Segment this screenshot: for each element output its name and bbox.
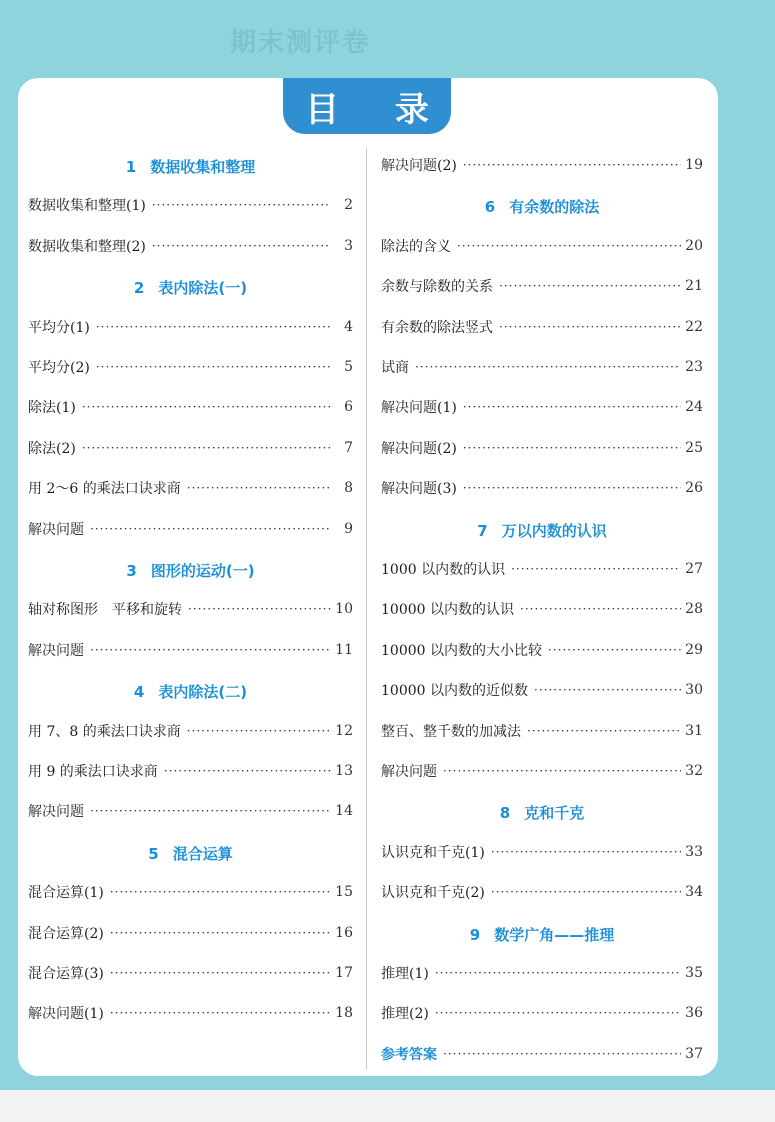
answer-key-entry[interactable]: [381, 1043, 703, 1065]
dot-leader: [499, 316, 681, 338]
dot-leader: [82, 437, 331, 459]
page-number: 14: [335, 803, 353, 819]
toc-entry[interactable]: [381, 396, 703, 418]
toc-entry[interactable]: [381, 316, 703, 338]
dot-leader: [96, 356, 331, 378]
page-title: 目 录: [283, 78, 451, 134]
dot-leader: [110, 881, 331, 903]
toc-entry[interactable]: [381, 881, 703, 903]
section-heading: [28, 843, 353, 864]
section-number: 2: [133, 279, 145, 297]
bottom-strip: [0, 1090, 775, 1122]
toc-entry[interactable]: [28, 800, 353, 822]
toc-entry[interactable]: [381, 679, 703, 701]
dot-leader: [110, 1002, 331, 1024]
page-number: 23: [685, 359, 703, 375]
toc-entry[interactable]: [381, 558, 703, 580]
toc-entry[interactable]: [28, 356, 353, 378]
toc-entry[interactable]: [28, 396, 353, 418]
entry-label: 试商: [381, 360, 409, 376]
section-title: 混合运算: [172, 845, 233, 863]
dot-leader: [463, 477, 681, 499]
entry-label: 用 7、8 的乘法口诀求商: [28, 724, 181, 740]
section-title: 数据收集和整理: [150, 158, 256, 176]
dot-leader: [548, 639, 681, 661]
entry-label: 除法的含义: [381, 239, 451, 255]
toc-entry[interactable]: [28, 720, 353, 742]
dot-leader: [187, 477, 331, 499]
entry-label: 10000 以内数的大小比较: [381, 643, 542, 659]
page-number: 19: [685, 157, 703, 173]
section-number: 4: [133, 683, 145, 701]
entry-label: 参考答案: [381, 1047, 437, 1063]
page-number: 26: [685, 480, 703, 496]
section-heading: [28, 156, 353, 177]
toc-entry[interactable]: [28, 194, 353, 216]
toc-entry[interactable]: [28, 316, 353, 338]
dot-leader: [511, 558, 681, 580]
entry-label: 用 9 的乘法口诀求商: [28, 764, 158, 780]
entry-label: 解决问题: [381, 764, 437, 780]
page-number: 17: [335, 965, 353, 981]
right-column: [381, 148, 703, 1078]
entry-label: 解决问题(1): [28, 1006, 104, 1022]
page-number: 2: [344, 197, 353, 213]
dot-leader: [90, 639, 331, 661]
section-heading: [381, 520, 703, 541]
page-number: 12: [335, 723, 353, 739]
page-number: 31: [685, 723, 703, 739]
dot-leader: [463, 154, 681, 176]
page-number: 30: [685, 682, 703, 698]
section-number: 1: [125, 158, 137, 176]
dot-leader: [164, 760, 331, 782]
section-number: 6: [484, 198, 496, 216]
page-number: 10: [335, 601, 353, 617]
dot-leader: [188, 598, 331, 620]
page-number: 15: [335, 884, 353, 900]
left-column: [28, 148, 353, 1078]
toc-entry[interactable]: [381, 1002, 703, 1024]
entry-label: 解决问题(2): [381, 441, 457, 457]
page-number: 37: [685, 1046, 703, 1062]
dot-leader: [435, 962, 681, 984]
dot-leader: [520, 598, 681, 620]
dot-leader: [443, 1043, 681, 1065]
section-heading: [28, 277, 353, 298]
entry-label: 推理(1): [381, 966, 429, 982]
toc-entry[interactable]: [28, 639, 353, 661]
entry-label: 解决问题: [28, 522, 84, 538]
page-number: 20: [685, 238, 703, 254]
toc-entry[interactable]: [28, 760, 353, 782]
dot-leader: [534, 679, 681, 701]
entry-label: 解决问题(2): [381, 158, 457, 174]
dot-leader: [527, 720, 681, 742]
page-number: 22: [685, 319, 703, 335]
entry-label: 整百、整千数的加减法: [381, 724, 521, 740]
page-number: 33: [685, 844, 703, 860]
dot-leader: [90, 518, 331, 540]
toc-entry[interactable]: [28, 881, 353, 903]
page-number: 21: [685, 278, 703, 294]
entry-label: 混合运算(2): [28, 926, 104, 942]
dot-leader: [187, 720, 331, 742]
entry-label: 认识克和千克(2): [381, 885, 485, 901]
section-title: 有余数的除法: [509, 198, 600, 216]
dot-leader: [415, 356, 681, 378]
top-bar: [0, 0, 775, 78]
page-number: 11: [335, 642, 353, 658]
page-number: 25: [685, 440, 703, 456]
page-number: 9: [344, 521, 353, 537]
page-number: 29: [685, 642, 703, 658]
entry-label: 解决问题(1): [381, 400, 457, 416]
page-number: 32: [685, 763, 703, 779]
entry-label: 1000 以内数的认识: [381, 562, 506, 578]
toc-entry[interactable]: [28, 922, 353, 944]
dot-leader: [152, 235, 331, 257]
dot-leader: [457, 235, 681, 257]
column-divider: [366, 148, 367, 1070]
entry-label: 轴对称图形 平移和旋转: [28, 602, 182, 618]
toc-entry[interactable]: [381, 962, 703, 984]
page-number: 5: [344, 359, 353, 375]
dot-leader: [435, 1002, 681, 1024]
faint-header-title: 期末测评卷: [230, 28, 371, 58]
entry-label: 10000 以内数的认识: [381, 602, 514, 618]
dot-leader: [82, 396, 331, 418]
toc-entry[interactable]: [28, 962, 353, 984]
page-number: 8: [344, 480, 353, 496]
section-title: 克和千克: [524, 804, 585, 822]
dot-leader: [463, 437, 681, 459]
page-number: 27: [685, 561, 703, 577]
section-number: 9: [469, 926, 481, 944]
section-title: 万以内数的认识: [501, 522, 607, 540]
entry-label: 余数与除数的关系: [381, 279, 493, 295]
toc-entry[interactable]: [381, 598, 703, 620]
entry-label: 除法(1): [28, 400, 76, 416]
toc-entry[interactable]: [381, 841, 703, 863]
entry-label: 解决问题: [28, 643, 84, 659]
section-title: 数学广角——推理: [494, 926, 615, 944]
dot-leader: [110, 962, 331, 984]
page-number: 16: [335, 925, 353, 941]
section-number: 5: [148, 845, 159, 863]
section-heading: [381, 924, 703, 945]
toc-entry[interactable]: [28, 235, 353, 257]
entry-label: 认识克和千克(1): [381, 845, 485, 861]
section-number: 3: [126, 562, 137, 580]
toc-entry[interactable]: [381, 437, 703, 459]
entry-label: 有余数的除法竖式: [381, 320, 493, 336]
toc-entry[interactable]: [28, 1002, 353, 1024]
page-number: 36: [685, 1005, 703, 1021]
dot-leader: [491, 881, 681, 903]
toc-entry[interactable]: [381, 720, 703, 742]
entry-label: 10000 以内数的近似数: [381, 683, 528, 699]
toc-entry[interactable]: [381, 760, 703, 782]
page-number: 18: [335, 1005, 353, 1021]
section-number: 8: [499, 804, 511, 822]
section-number: 7: [477, 522, 488, 540]
entry-label: 混合运算(3): [28, 966, 104, 982]
toc-entry[interactable]: [28, 437, 353, 459]
entry-label: 用 2～6 的乘法口诀求商: [28, 481, 181, 497]
dot-leader: [90, 800, 331, 822]
section-heading: [381, 196, 703, 217]
page-number: 3: [344, 238, 353, 254]
entry-label: 平均分(1): [28, 320, 90, 336]
dot-leader: [443, 760, 681, 782]
toc-entry[interactable]: [381, 235, 703, 257]
page-number: 6: [344, 399, 353, 415]
section-title: 表内除法(一): [158, 279, 248, 297]
page-number: 28: [685, 601, 703, 617]
dot-leader: [152, 194, 331, 216]
toc-entry[interactable]: [28, 598, 353, 620]
toc-entry[interactable]: [28, 477, 353, 499]
dot-leader: [96, 316, 331, 338]
dot-leader: [463, 396, 681, 418]
page-number: 4: [344, 319, 353, 335]
section-title: 图形的运动(一): [150, 562, 255, 580]
entry-label: 解决问题: [28, 804, 84, 820]
section-heading: [28, 560, 353, 581]
dot-leader: [110, 922, 331, 944]
section-heading: [381, 802, 703, 823]
entry-label: 推理(2): [381, 1006, 429, 1022]
entry-label: 除法(2): [28, 441, 76, 457]
toc-entry[interactable]: [381, 356, 703, 378]
toc-entry[interactable]: [381, 477, 703, 499]
entry-label: 解决问题(3): [381, 481, 457, 497]
section-title: 表内除法(二): [158, 683, 248, 701]
dot-leader: [499, 275, 681, 297]
toc-entry[interactable]: [381, 275, 703, 297]
entry-label: 混合运算(1): [28, 885, 104, 901]
toc-entry[interactable]: [381, 154, 703, 176]
page-number: 24: [685, 399, 703, 415]
dot-leader: [491, 841, 681, 863]
page-number: 7: [344, 440, 353, 456]
entry-label: 数据收集和整理(1): [28, 198, 146, 214]
entry-label: 平均分(2): [28, 360, 90, 376]
section-heading: [28, 681, 353, 702]
entry-label: 数据收集和整理(2): [28, 239, 146, 255]
toc-entry[interactable]: [381, 639, 703, 661]
toc-entry[interactable]: [28, 518, 353, 540]
page-number: 13: [335, 763, 353, 779]
page-number: 35: [685, 965, 703, 981]
page-number: 34: [685, 884, 703, 900]
